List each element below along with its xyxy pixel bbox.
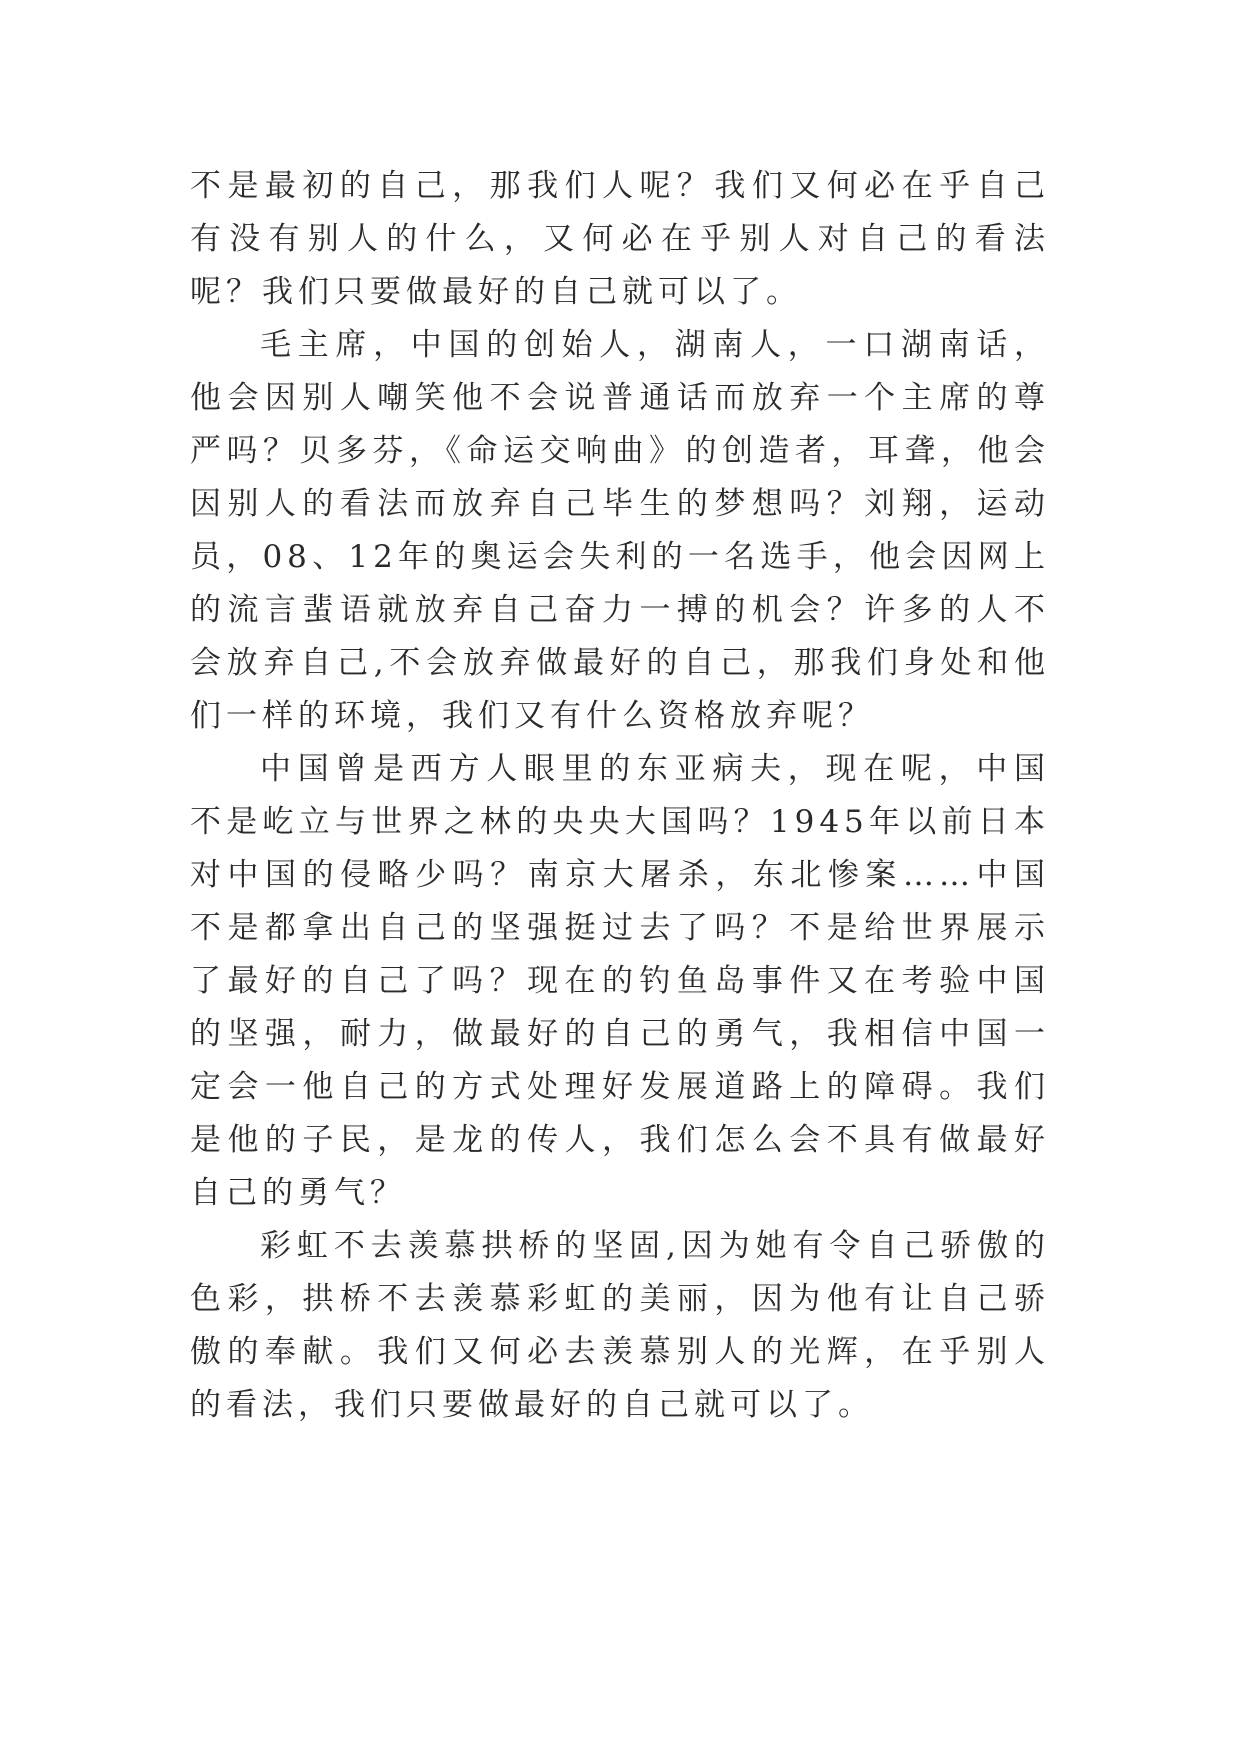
paragraph-1: 不是最初的自己，那我们人呢？我们又何必在乎自己有没有别人的什么，又何必在乎别人对自己的看法呢？我们只要做最好的自己就可以了。 <box>190 168 1050 310</box>
paragraph-4: 彩虹不去羡慕拱桥的坚固,因为她有令自己骄傲的色彩，拱桥不去羡慕彩虹的美丽，因为他有让自己骄傲的奉献。我们又何必去羡慕别人的光辉，在乎别人的看法，我们只要做最好的自己就可以了。 <box>190 1228 1050 1423</box>
document-body <box>190 160 1050 1432</box>
paragraph-2: 毛主席，中国的创始人，湖南人，一口湖南话，他会因别人嘲笑他不会说普通话而放弃一个主席的尊严吗？贝多芬，《命运交响曲》的创造者，耳聋，他会因别人的看法而放弃自己毕生的梦想吗？刘翔，运动员，08、12年的奥运会失利的一名选手，他会因网上的流言蜚语就放弃自己奋力一搏的机会？许多的人不会放弃自己,不会放弃做最好的自己，那我们身处和他们一样的环境，我们又有什么资格放弃呢？ <box>190 327 1050 734</box>
paragraph-3: 中国曾是西方人眼里的东亚病夫，现在呢，中国不是屹立与世界之林的央央大国吗？1945年以前日本对中国的侵略少吗？南京大屠杀，东北惨案……中国不是都拿出自己的坚强挺过去了吗？不是给世界展示了最好的自己了吗？现在的钓鱼岛事件又在考验中国的坚强，耐力，做最好的自己的勇气，我相信中国一定会一他自己的方式处理好发展道路上的障碍。我们是他的子民，是龙的传人，我们怎么会不具有做最好自己的勇气？ <box>190 751 1050 1211</box>
